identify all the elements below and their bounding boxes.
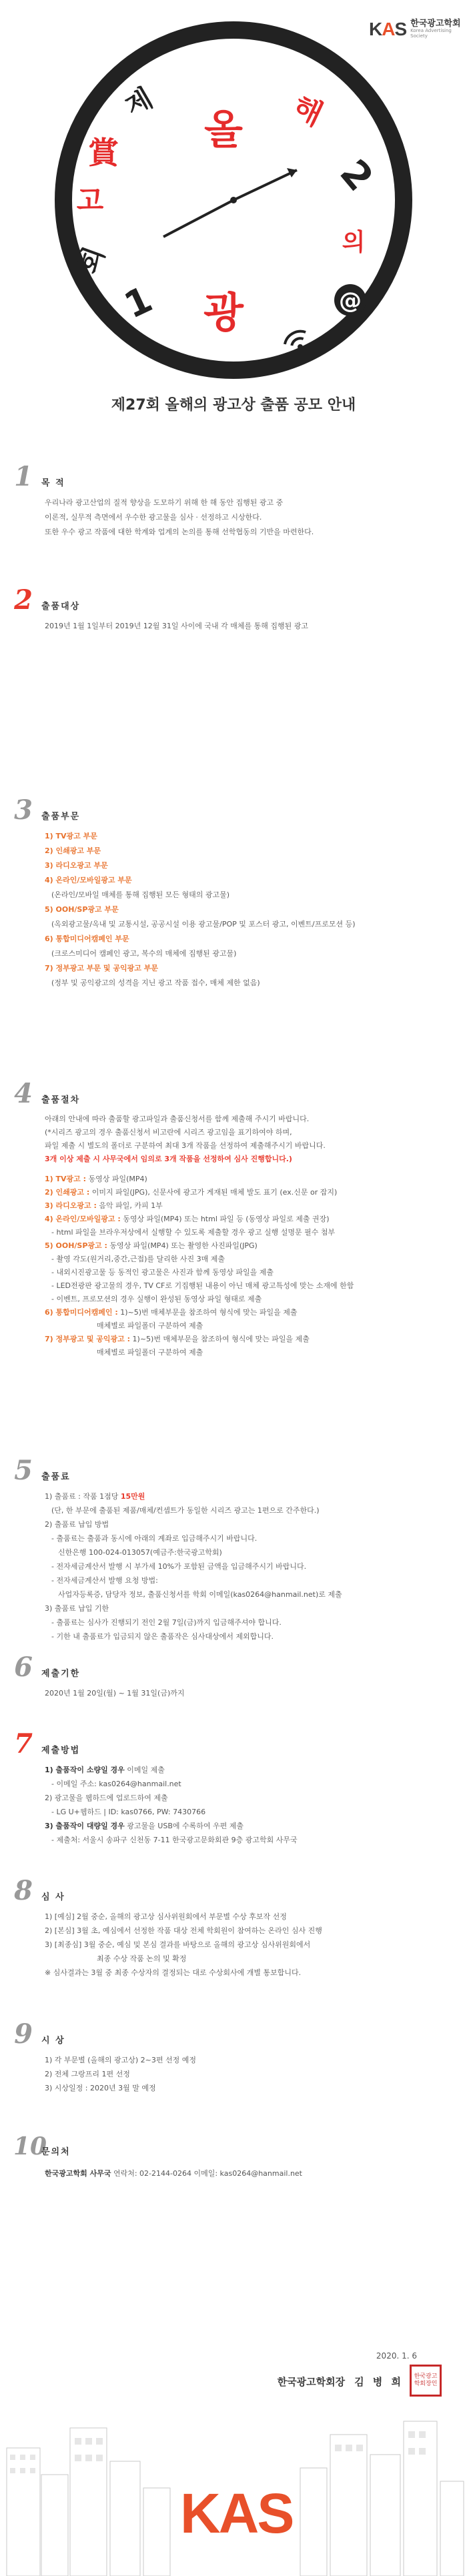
- category-label: 3) 라디오광고 부문: [45, 861, 108, 870]
- char-gwang: 광: [203, 288, 244, 337]
- page-title: 제27회 올해의 광고상 출품 공모 안내: [111, 397, 356, 414]
- procedure-label: 3) 라디오광고 :: [45, 1201, 97, 1210]
- text-line: - 전자세금계산서 발행 시 부가세 10%가 포함된 금액을 입금해주시기 바랍니다.: [51, 1562, 307, 1571]
- category-label: 1) TV광고 부문: [45, 832, 97, 840]
- section-number: 5: [14, 1455, 33, 1486]
- section-number: 1: [14, 461, 33, 492]
- clock-minute-hand: [234, 170, 297, 200]
- procedure-note: - LED전광판 광고물의 경우, TV CF로 기집행된 내용이 아닌 매체 광고특성에 맞는 소재에 한함: [51, 1281, 354, 1290]
- text-line: 최종 수상 작품 논의 및 확정: [97, 1954, 187, 1963]
- text-line: 이메일 제출: [124, 1766, 165, 1774]
- bank-account: 신한은행 100-024-013057(예금주:한국광고학회): [58, 1548, 222, 1557]
- procedure-label: 4) 온라인/모바일광고 :: [45, 1215, 121, 1223]
- category-note: (정부 및 공익광고의 성격을 지닌 광고 작품 접수, 매체 제한 없음): [51, 979, 260, 987]
- text-line: 아래의 안내에 따라 출품할 광고파일과 출품신청서를 함께 제출해 주시기 바랍니다.: [45, 1115, 310, 1123]
- category-label: 4) 온라인/모바일광고 부문: [45, 876, 132, 884]
- procedure-label: 1) TV광고 :: [45, 1175, 87, 1183]
- text-line: - 출품료는 출품과 동시에 아래의 계좌로 입금해주시기 바랍니다.: [51, 1534, 258, 1543]
- section-purpose: [13, 461, 454, 540]
- text-line: 3) [최종심] 3월 중순, 예심 및 본심 결과를 바탕으로 올해의 광고상 심사위원회에서: [45, 1940, 311, 1949]
- category-note: (크로스미디어 캠페인 광고, 복수의 매체에 집행된 광고물): [51, 949, 237, 958]
- contact-org: 한국광고학회 사무국: [45, 2169, 111, 2178]
- procedure-text: 음악 파일, 카피 1부: [96, 1201, 163, 1210]
- procedure-text: 1)~5)번 매체부문을 참조하여 형식에 맞는 파일을 제출: [130, 1335, 310, 1343]
- text-line: 이론적, 실무적 측면에서 우수한 광고물을 심사 · 선정하고 시상한다.: [45, 513, 262, 522]
- procedure-note: - html 파일을 브라우저상에서 실행할 수 있도록 제출할 경우 광고 실행 설명문 필수 첨부: [51, 1228, 336, 1237]
- at-icon: [334, 284, 366, 316]
- procedure-label: 5) OOH/SP광고 :: [45, 1241, 107, 1250]
- procedure-note: 매체별로 파일폴더 구분하여 제출: [97, 1348, 203, 1357]
- category-note: (온라인/모바일 매체를 통해 집행된 모든 형태의 광고물): [51, 890, 230, 899]
- warning-text: 3개 이상 제출 시 사무국에서 임의로 3개 작품을 선정하여 심사 진행합니다.): [45, 1155, 292, 1163]
- section-title: 문의처: [41, 2147, 71, 2157]
- char-oll: 올: [204, 107, 243, 153]
- text-line: 2) 출품료 납입 방법: [45, 1520, 109, 1529]
- section-title: 제출기한: [41, 1669, 81, 1679]
- section-title: 출품부문: [41, 812, 81, 822]
- section-awards: [13, 2018, 454, 2095]
- procedure-label: 6) 통합미디어캠페인 :: [45, 1308, 118, 1317]
- text-line: 2) 전체 그랑프리 1편 선정: [45, 2070, 130, 2078]
- clock-center: [230, 197, 237, 203]
- section-title: 목 적: [41, 478, 65, 488]
- section-target: [13, 584, 454, 634]
- section-number: 2: [14, 584, 33, 616]
- clock-hour-hand: [163, 200, 234, 237]
- svg-text:@: @: [339, 287, 362, 314]
- procedure-text: 동영상 파일(MP4) 또는 촬영한 사진파일(JPG): [107, 1241, 258, 1250]
- signer-name: 김 병 희: [354, 2376, 404, 2388]
- char-one: 1: [117, 277, 159, 327]
- section-title: 심 사: [41, 1892, 65, 1902]
- section-number: 9: [14, 2018, 33, 2050]
- text-line: - 전자세금계산서 발행 요청 방법:: [51, 1576, 158, 1585]
- section-deadline: [13, 1654, 454, 1701]
- logo-mark: KAS: [369, 19, 407, 39]
- text-line: ※ 심사결과는 3월 중 최종 수상자의 결정되는 대로 수상회사에 개별 통보합니다.: [45, 1968, 302, 1977]
- procedure-label: 7) 정부광고 및 공익광고 :: [45, 1335, 131, 1343]
- section-number: 4: [14, 1078, 33, 1109]
- category-label: 6) 통합미디어캠페인 부문: [45, 934, 129, 943]
- char-two: 2: [331, 151, 382, 199]
- kas-footer-logo: KAS: [180, 2482, 293, 2545]
- text-line: 파일 제출 시 별도의 폴더로 구분하여 최대 3개 작품을 선정하여 제출해주시기 바랍니다.: [45, 1141, 326, 1150]
- signer-title: 한국광고학회장: [277, 2376, 346, 2388]
- section-title: 출품료: [41, 1472, 71, 1482]
- text-line: 또한 우수 광고 작품에 대한 학계와 업계의 논의를 통해 선학협동의 기반을 마련한다.: [45, 528, 314, 536]
- procedure-note: - 촬영 각도(원거리,중간,근접)를 달리한 사진 3매 제출: [51, 1255, 225, 1263]
- signature-line: [278, 2375, 404, 2389]
- char-go: 고: [76, 184, 104, 217]
- text-line: 3) 출품료 납입 기한: [45, 1604, 109, 1613]
- char-sang: 賞: [88, 135, 119, 171]
- section-number: 6: [14, 1652, 33, 1683]
- text-line: 우리나라 광고산업의 질적 향상을 도모하기 위해 한 해 동안 집행된 광고 중: [45, 498, 284, 507]
- text-line: 2019년 1월 1일부터 2019년 12월 31일 사이에 국내 각 매체를 통해 집행된 광고: [45, 622, 308, 630]
- procedure-note: - 내외시진광고물 등 동적인 광고물은 사진과 함께 동영상 파일을 제출: [51, 1268, 274, 1277]
- section-categories: [13, 794, 454, 991]
- email-address: - 이메일 주소: kas0264@hanmail.net: [51, 1780, 181, 1788]
- section-number: 3: [14, 794, 33, 826]
- section-number: 7: [14, 1728, 33, 1760]
- category-label: 5) OOH/SP광고 부문: [45, 905, 119, 914]
- char-eui: 의: [342, 229, 366, 256]
- text-line: - 기한 내 출품료가 입금되지 않은 출품작은 심사대상에서 제외합니다.: [51, 1632, 274, 1641]
- procedure-text: 동영상 파일(MP4): [86, 1175, 147, 1183]
- procedure-text: 이미지 파일(JPG), 신문사에 광고가 게재된 매체 발도 표기 (ex.신문 or 잡지): [89, 1188, 338, 1197]
- section-method: [13, 1728, 454, 1847]
- section-title: 제출방법: [41, 1746, 81, 1756]
- text-line: (단, 한 부문에 출품된 제품/매체/컨셉트가 동일한 시리즈 광고는 1편으로 간주한다.): [51, 1506, 320, 1515]
- official-seal: 한국광고학회장인: [410, 2365, 442, 2397]
- text-line: 사업자등록증, 담당자 정보, 출품신청서를 학회 이메일(kas0264@hanmail.net)로 제출: [58, 1590, 342, 1599]
- text-line: (*시리즈 광고의 경우 출품신청서 비고란에 시리즈 광고임을 표기하여야 하며,: [45, 1128, 292, 1137]
- text-line: 1) 각 부문별 (올해의 광고상) 2~3편 선정 예정: [45, 2056, 196, 2064]
- section-title: 출품절차: [41, 1095, 81, 1105]
- text-line: - 출품료는 심사가 진행되기 전인 2월 7일(금)까지 입금해주셔야 합니다.: [51, 1618, 282, 1627]
- text-line: 3) 시상일정 : 2020년 3월 말 예정: [45, 2084, 156, 2092]
- procedure-text: 1)~5)번 매체부문을 참조하여 형식에 맞는 파일을 제출: [117, 1308, 298, 1317]
- procedure-text: 동영상 파일(MP4) 또는 html 파일 등 (동영상 파일로 제출 권장): [120, 1215, 330, 1223]
- method-label: 1) 출품작이 소량일 경우: [45, 1766, 125, 1774]
- webhard-info: - LG U+웹하드 | ID: kas0766, PW: 7430766: [51, 1808, 206, 1816]
- category-label: 2) 인쇄광고 부문: [45, 846, 101, 855]
- fee-amount: 15만원: [120, 1492, 145, 1501]
- procedure-note: 매체별로 파일폴더 구분하여 제출: [97, 1321, 203, 1330]
- char-hoe: 회: [73, 243, 111, 278]
- section-fee: [13, 1457, 454, 1644]
- section-review: [13, 1875, 454, 1980]
- category-label: 7) 정부광고 부문 및 공익광고 부문: [45, 964, 158, 973]
- procedure-note: - 이벤트, 프로모션의 경우 실행이 완성된 동영상 파일 형태로 제출: [51, 1295, 262, 1303]
- text-line: 광고물을 USB에 수록하여 우편 제출: [124, 1822, 244, 1830]
- procedure-label: 2) 인쇄광고 :: [45, 1188, 90, 1197]
- section-number: 10: [13, 2132, 47, 2160]
- org-name-en: Korea Advertising Society: [410, 28, 452, 39]
- contact-info: 연락처: 02-2144-0264 이메일: kas0264@hanmail.net: [111, 2169, 302, 2178]
- clock-illustration: [0, 0, 467, 400]
- method-label: 3) 출품작이 대량일 경우: [45, 1822, 125, 1830]
- char-hae: 해: [288, 89, 328, 133]
- section-procedure: [13, 1078, 454, 1359]
- text-line: 2020년 1월 20일(월) ~ 1월 31일(금)까지: [45, 1689, 185, 1698]
- text-line: 2) [본심] 3월 초, 예심에서 선정한 작품 대상 전체 학회원이 참여하는 온라인 심사 진행: [45, 1926, 322, 1935]
- text-line: 1) 출품료 : 작품 1점당: [45, 1492, 121, 1501]
- category-note: (옥외광고물/옥내 및 교통시설, 공공시설 이용 광고물/POP 및 포스터 광고, 이벤트/프로모션 등): [51, 920, 356, 928]
- section-number: 8: [14, 1875, 33, 1906]
- section-contact: [13, 2134, 454, 2181]
- section-title: 시 상: [41, 2036, 65, 2046]
- org-name-ko: 한국광고학회: [410, 19, 461, 29]
- text-line: 1) [예심] 2월 중순, 올해의 광고상 심사위원회에서 부문별 수상 후보작 선정: [45, 1912, 287, 1921]
- issue-date: 2020. 1. 6: [376, 2351, 417, 2361]
- section-title: 출품대상: [41, 602, 81, 612]
- hero-banner: [0, 0, 467, 400]
- text-line: 2) 광고물을 웹하드에 업로드하여 제출: [45, 1794, 168, 1802]
- mail-address: - 제출처: 서울시 송파구 신천동 7-11 한국광고문화회관 9층 광고학회 사무국: [51, 1836, 298, 1844]
- char-je: 제: [120, 83, 158, 123]
